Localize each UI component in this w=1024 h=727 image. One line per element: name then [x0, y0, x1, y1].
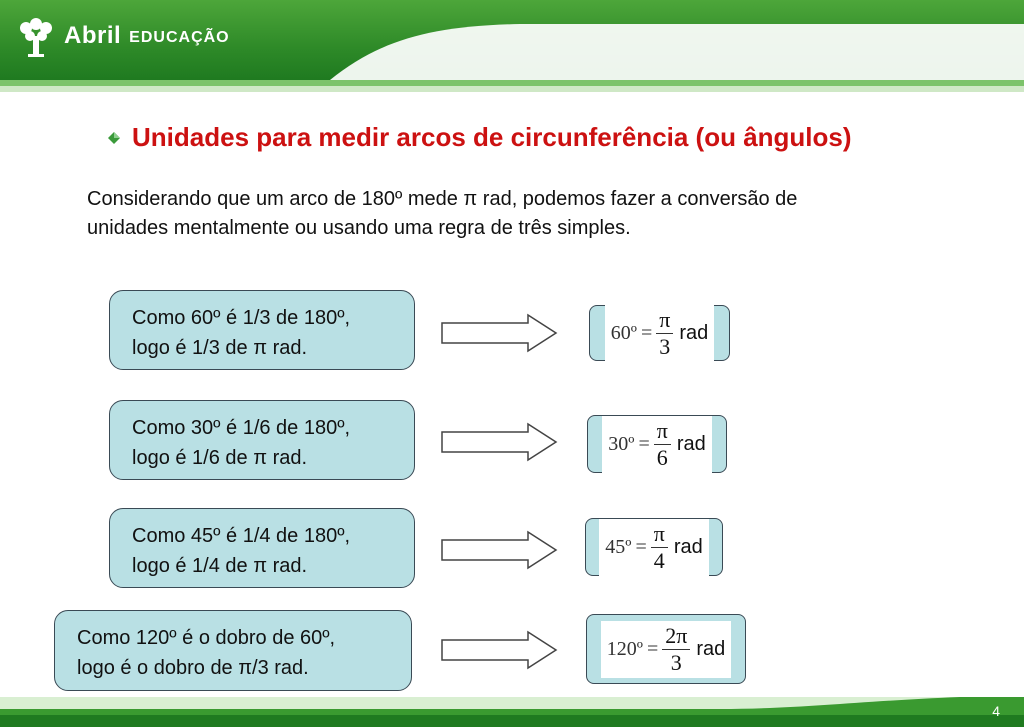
diamond-bullet-icon — [108, 132, 120, 144]
explanation-box-30 — [109, 400, 415, 480]
explanation-line-1: Como 45º é 1/4 de 180º, — [132, 525, 351, 547]
formula-numerator: π — [656, 309, 673, 334]
explanation-line-1: Como 120º é o dobro de 60º, — [77, 627, 336, 649]
slide-title: Unidades para medir arcos de circunferência (ou ângulos) — [132, 122, 852, 152]
formula-fraction — [651, 520, 668, 573]
intro-line-2: unidades mentalmente ou usando uma regra de três simples. — [87, 217, 631, 239]
formula-unit: rad — [696, 637, 726, 660]
formula-unit: rad — [676, 432, 706, 455]
formula-denominator: 3 — [670, 649, 682, 675]
formula-panel — [601, 621, 732, 678]
formula-numerator: π — [651, 523, 668, 548]
formula-fraction — [662, 622, 690, 675]
right-arrow-icon — [440, 630, 558, 670]
explanation-line-2: logo é o dobro de π/3 rad. — [77, 657, 309, 679]
tree-icon — [14, 14, 58, 58]
formula-equals: = — [646, 637, 659, 660]
explanation-line-1: Como 30º é 1/6 de 180º, — [132, 417, 351, 439]
formula-degrees: 120º — [606, 637, 643, 660]
explanation-box-45 — [109, 508, 415, 588]
formula-denominator: 3 — [659, 333, 671, 359]
explanation-box-60 — [109, 290, 415, 370]
explanation-line-1: Como 60º é 1/3 de 180º, — [132, 307, 351, 329]
abril-educacao-logo — [14, 14, 230, 58]
formula-box-120 — [586, 614, 746, 684]
formula-numerator: 2π — [662, 625, 690, 650]
formula-box-60 — [589, 305, 730, 361]
formula-equals: = — [638, 432, 650, 455]
formula-panel — [602, 416, 712, 473]
formula-denominator: 6 — [656, 444, 668, 470]
page-number: 4 — [992, 703, 1000, 719]
explanation-line-2: logo é 1/4 de π rad. — [132, 555, 308, 577]
formula-degrees: 30º — [608, 432, 635, 455]
formula-equals: = — [640, 321, 653, 344]
formula-degrees: 60º — [610, 321, 637, 344]
brand-name: Abril — [64, 22, 122, 49]
formula-degrees: 45º — [605, 535, 632, 558]
brand-division: EDUCAÇÃO — [129, 29, 230, 46]
formula-fraction — [654, 417, 671, 470]
formula-box-30 — [587, 415, 727, 473]
intro-paragraph — [87, 185, 967, 243]
explanation-line-2: logo é 1/6 de π rad. — [132, 447, 308, 469]
footer-bar — [0, 697, 1024, 727]
explanation-box-120 — [54, 610, 412, 691]
right-arrow-icon — [440, 422, 558, 462]
formula-denominator: 4 — [653, 547, 665, 573]
formula-unit: rad — [673, 535, 703, 558]
right-arrow-icon — [440, 313, 558, 353]
slide-title-row — [108, 122, 852, 153]
intro-line-1: Considerando que um arco de 180º mede π rad, podemos fazer a conversão de — [87, 188, 798, 210]
right-arrow-icon — [440, 530, 558, 570]
formula-panel — [605, 305, 715, 362]
explanation-line-2: logo é 1/3 de π rad. — [132, 337, 308, 359]
formula-panel — [599, 519, 709, 576]
formula-unit: rad — [679, 321, 709, 344]
formula-box-45 — [585, 518, 723, 576]
formula-fraction — [656, 306, 673, 359]
formula-equals: = — [635, 535, 647, 558]
formula-numerator: π — [654, 420, 671, 445]
